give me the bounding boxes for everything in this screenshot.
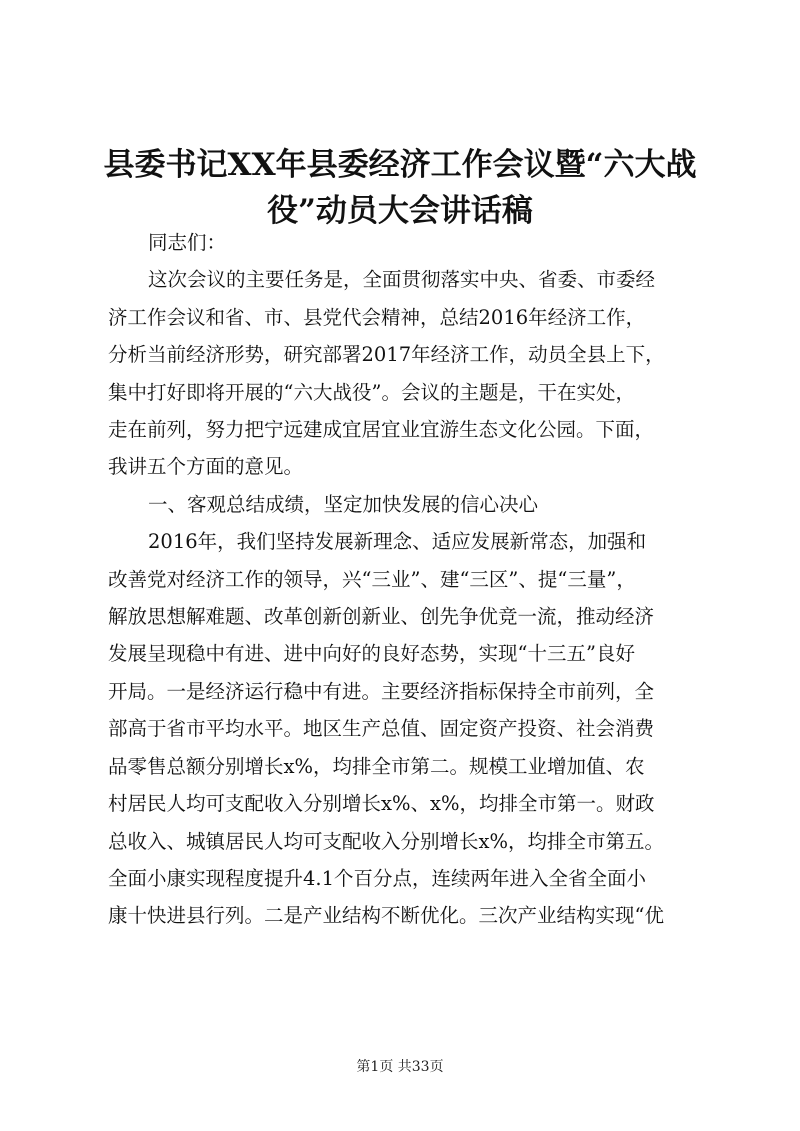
- page-footer: [0, 1056, 800, 1076]
- paragraph-line: 开局。一是经济运行稳中有进。主要经济指标保持全市前列，全: [108, 679, 655, 703]
- paragraph-line: 康十快进县行列。二是产业结构不断优化。三次产业结构实现“优: [108, 904, 664, 928]
- paragraph-line: 部高于省市平均水平。地区生产总值、固定资产投资、社会消费: [108, 717, 655, 741]
- salutation: [108, 224, 708, 261]
- title-line-1: 县委书记XX年县委经济工作会议暨“六大战: [103, 147, 697, 183]
- paragraph-line: 济工作会议和省、市、县党代会精神，总结2016年经济工作，: [108, 305, 646, 329]
- paragraph-line: 2016年，我们坚持发展新理念、适应发展新常态，加强和: [148, 530, 647, 554]
- title-line-2: 役”动员大会讲话稿: [267, 193, 533, 229]
- paragraph-line: 我讲五个方面的意见。: [108, 455, 304, 479]
- salutation-text: 同志们：: [148, 231, 227, 254]
- section-heading: [108, 486, 708, 523]
- document-body: [108, 224, 708, 935]
- paragraph-line: 品零售总额分别增长x%，均排全市第二。规模工业增加值、农: [108, 754, 645, 778]
- paragraph-line: 集中打好即将开展的“六大战役”。会议的主题是，干在实处，: [108, 380, 635, 404]
- page-number: 第1页 共33页: [356, 1059, 444, 1075]
- paragraph-line: 改善党对经济工作的领导，兴“三业”、建“三区”、提“三量”，: [108, 567, 636, 591]
- paragraph-line: 解放思想解难题、改革创新创新业、创先争优竞一流，推动经济: [108, 605, 655, 629]
- paragraph-achievements: [108, 523, 708, 934]
- paragraph-line: 分析当前经济形势，研究部署2017年经济工作，动员全县上下，: [108, 343, 665, 367]
- paragraph-line: 总收入、城镇居民人均可支配收入分别增长x%，均排全市第五。: [108, 829, 665, 853]
- paragraph-line: 这次会议的主要任务是，全面贯彻落实中央、省委、市委经: [148, 268, 656, 292]
- paragraph-intro: [108, 261, 708, 485]
- paragraph-line: 发展呈现稳中有进、进中向好的良好态势，实现“十三五”良好: [108, 642, 635, 666]
- paragraph-line: 走在前列，努力把宁远建成宜居宜业宜游生态文化公园。下面，: [108, 418, 655, 442]
- document-title: [100, 142, 700, 234]
- section-heading-text: 一、客观总结成绩，坚定加快发展的信心决心: [148, 492, 539, 516]
- paragraph-line: 全面小康实现程度提升4.1个百分点，连续两年进入全省全面小: [108, 866, 647, 890]
- paragraph-line: 村居民人均可支配收入分别增长x%、x%，均排全市第一。财政: [108, 792, 655, 816]
